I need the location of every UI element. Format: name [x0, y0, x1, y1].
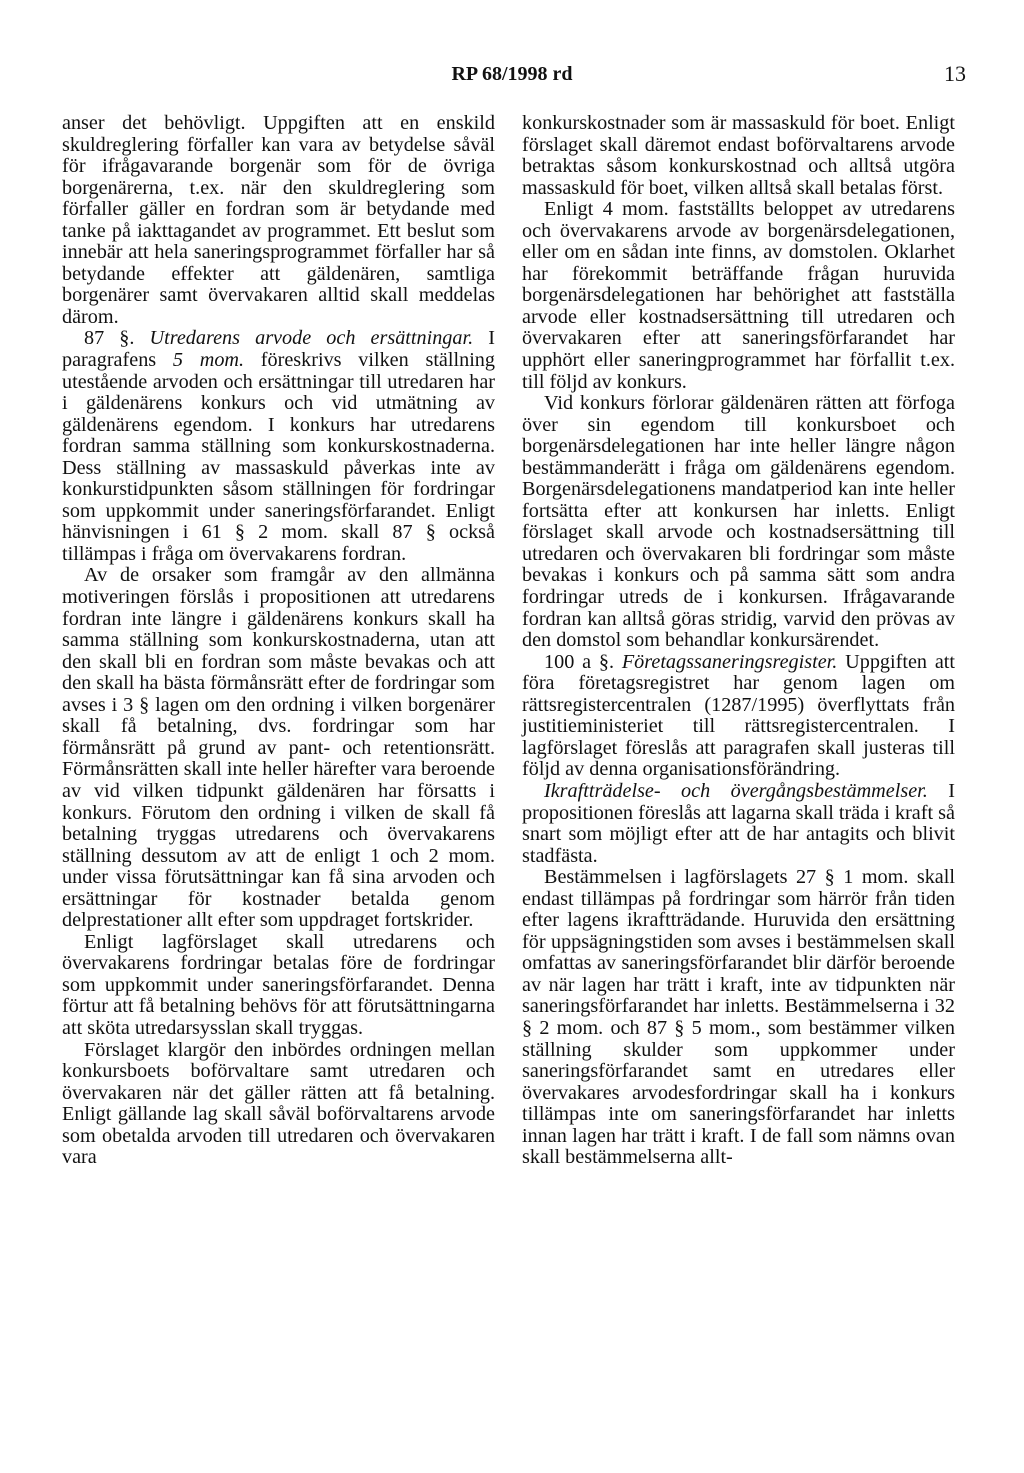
right-column [522, 113, 955, 1169]
paragraph: konkurskostnader som är massaskuld för boet. Enligt förslaget skall däremot endast boförvaltarens arvode betraktas såsom konkurskostnad och alltså utgöra massaskuld för boet, vilken alltså skall betalas först. [522, 112, 955, 199]
paragraph: Vid konkurs förlorar gäldenären rätten att förfoga över sin egendom till konkursboet och borgenärsdelegationen har inte heller längre någon bestämmanderätt i fråga om gäldenärens egendom. Borgenärsdelegationens mandatperiod kan inte heller fortsätta efter att konkursen har inletts. Enligt förslaget skall arvode och kostnadsersättning till utredaren och övervakaren bli fordringar som måste bevakas i konkurs och på samma sätt som andra fordringar utreds de i konkursen. Ifrågavarande fordran kan alltså göras stridig, varvid den prövas av den domstol som behandlar konkursärendet. [522, 392, 955, 652]
section-number: 87 §. [84, 327, 135, 350]
paragraph: Enligt 4 mom. fastställts beloppet av utredarens och övervakarens arvode av borgenärsdelegationen, eller om en sådan inte finns, av domstolen. Oklarhet har förekommit beträffande frågan huruvida borgenärsdelegationen har behörighet att fastställa arvode eller kostnadsersättning till utredaren och övervakaren efter att saneringsförfarandet har upphört eller saneringprogrammet har förfallit t.ex. till följd av konkurs. [522, 198, 955, 393]
section-title: Utredarens arvode och ersättningar. [149, 327, 474, 350]
section-87-paragraph [62, 328, 495, 565]
paragraph-text: I propositionen föreslås att lagarna skall träda i kraft så snart som möjligt efter att de har antagits och blivit stadfästa. [522, 779, 956, 867]
paragraph-text: föreskrivs vilken ställning utestående arvoden och ersättningar till utredaren har i gäldenärens konkurs och vid utmätning av gäldenärens egendom. I konkurs har utredarens fordran samma ställning som konkurskostnaderna. Dess ställning av massaskuld påverkas inte av konkurstidpunkten såsom ställningen för fordringar som uppkommit under saneringsförfarandet. Enligt hänvisningen i 61 § 2 mom. skall 87 § också tillämpas i fråga om övervakarens fordran. [62, 349, 495, 565]
paragraph-text: I paragrafens [62, 327, 496, 372]
section-heading: Ikraftträdelse- och övergångsbestämmelser. [544, 779, 928, 802]
paragraph-text: Uppgiften att föra företagsregistret har genom lagen om rättsregistercentralen (1287/1995) överflyttats från justitieministeriet till rättsregistercentralen. I lagförslaget föreslås att paragrafen skall justeras till följd av denna organisationsförändring. [522, 650, 955, 781]
paragraph: Av de orsaker som framgår av den allmänna motiveringen förslås i propositionen att utredarens fordran inte längre i gäldenärens konkurs skall ha samma ställning som konkurskostnaderna, utan att den skall bli en fordran som måste bevakas och att den skall ha bästa förmånsrätt efter de fordringar som avses i 3 § lagen om den ordning i vilken borgenärer skall få betalning, dvs. fordringar som har förmånsrätt på grund av pant- och retentionsrätt. Förmånsrätten skall inte heller härefter vara beroende av vid vilken tidpunkt gäldenären har försatts i konkurs. Förutom den ordning i vilken de skall få betalning tryggas utredarens och övervakarens ställning dessutom av att de enligt 1 och 2 mom. under vissa förutsättningar kan få sina arvoden och ersättningar för kostnader betalda genom delprestationer allt efter som uppdraget fortskrider. [62, 564, 495, 932]
moment-reference: 5 mom. [172, 349, 245, 372]
section-number: 100 a §. [544, 650, 615, 673]
transition-provisions-paragraph [522, 781, 955, 867]
page-number: 13 [944, 61, 966, 86]
paragraph: Bestämmelsen i lagförslagets 27 § 1 mom. skall endast tillämpas på fordringar som härrör från tiden efter lagens ikraftträdande. Huruvida den ersättning för uppsägningstiden som avses i bestämmelsen skall omfattas av saneringsförfarandet blir därför beroende av när lagen har trätt i kraft, inte av tidpunkten när saneringsförfarandet har inletts. Bestämmelserna i 32 § 2 mom. och 87 § 5 mom., som bestämmer vilken ställning skulder som uppkommer under saneringsförfarandet samt en utredares eller övervakares arvodesfordringar skall ha i konkurs tillämpas inte om saneringsförfarandet har inletts innan lagen har trätt i kraft. I de fall som nämns ovan skall bestämmelserna allt- [522, 866, 955, 1169]
section-title: Företagssaneringsregister. [621, 650, 838, 673]
paragraph: anser det behövligt. Uppgiften att en enskild skuldreglering förfaller kan vara av betydelse såväl för ifrågavarande borgenär som för de övriga borgenärerna, t.ex. när den skuldreglering som förfaller gäller en fordran som är betydande med tanke på iakttagandet av programmet. Ett beslut som innebär att hela saneringsprogrammet förfaller har så betydande effekter att gäldenären, samtliga borgenärer samt övervakaren alltid skall meddelas därom. [62, 112, 495, 328]
section-100a-paragraph [522, 652, 955, 781]
paragraph: Enligt lagförslaget skall utredarens och övervakarens fordringar betalas före de fordringar som uppkommit under saneringsförfarandet. Denna förtur att få betalning behövs för att förutsättningarna att sköta utredarsysslan skall tryggas. [62, 930, 495, 1039]
document-reference: RP 68/1998 rd [451, 63, 573, 85]
left-column [62, 113, 495, 1169]
paragraph: Förslaget klargör den inbördes ordningen mellan konkursboets boförvaltare samt utredaren och övervakaren när det gäller rätten att få betalning. Enligt gällande lag skall såväl boförvaltarens arvode som obetalda arvoden till utredaren och övervakaren vara [62, 1038, 495, 1169]
